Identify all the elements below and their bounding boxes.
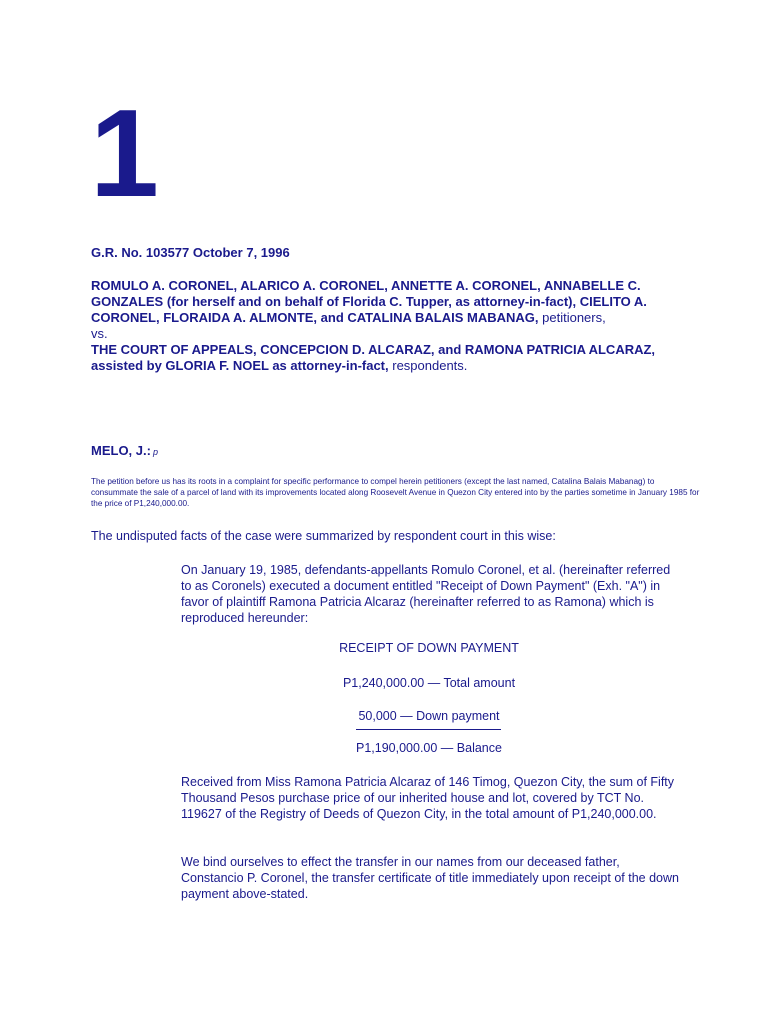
petitioners-names: ROMULO A. CORONEL, ALARICO A. CORONEL, ANNETTE A. CORONEL, ANNABELLE C. GONZALES (for herself and on behalf of Florida C. Tupper, as attorney-in-fact), CIELITO A. CORONEL, FLORAIDA A. ALMONTE, and CATALINA BALAIS MABANAG, [91,278,647,325]
receipt-divider [356,729,501,730]
page-number-heading: 1 [90,85,159,223]
case-parties [91,278,691,374]
judge-footnote-mark: p [152,447,158,457]
petitioners-label: petitioners, [538,310,606,325]
opening-paragraph: The petition before us has its roots in a complaint for specific performance to compel herein petitioners (except the last named, Catalina Balais Mabanag) to consummate the sale of a parcel of land with its improvements located along Roosevelt Avenue in Quezon City entered into by the parties sometime in January 1985 for the price of P1,240,000.00. [91,477,700,508]
quoted-paragraph-3: We bind ourselves to effect the transfer in our names from our deceased father, Constancio P. Coronel, the transfer certificate of title immediately upon receipt of the down payment above-stated. [181,855,679,901]
judge-name: MELO, J.: [91,443,151,458]
facts-intro: The undisputed facts of the case were summarized by respondent court in this wise: [91,529,556,543]
ponente [91,443,158,458]
respondents-names: THE COURT OF APPEALS, CONCEPCION D. ALCARAZ, and RAMONA PATRICIA ALCARAZ, assisted by GLORIA F. NOEL as attorney-in-fact, [91,342,656,373]
quoted-paragraph-2: Received from Miss Ramona Patricia Alcaraz of 146 Timog, Quezon City, the sum of Fifty Thousand Pesos purchase price of our inherited house and lot, covered by TCT No. 119627 of the Registry of Deeds of Quezon City, in the total amount of P1,240,000.00. [181,775,675,821]
receipt-total-amount: P1,240,000.00 — Total amount [342,676,516,690]
receipt-balance: P1,190,000.00 — Balance [356,741,502,755]
receipt-title: RECEIPT OF DOWN PAYMENT [339,641,519,655]
respondents-label: respondents. [388,358,468,373]
versus-label: vs. [91,326,108,341]
receipt-down-payment: 50,000 — Down payment [358,709,500,723]
case-number-date: G.R. No. 103577 October 7, 1996 [91,245,290,260]
quoted-paragraph-1: On January 19, 1985, defendants-appellants Romulo Coronel, et al. (hereinafter referred to as Coronels) executed a document entitled "Receipt of Down Payment" (Exh. "A") in favor of plaintiff Ramona Patricia Alcaraz (hereinafter referred to as Ramona) which is reproduced hereunder: [181,563,671,625]
